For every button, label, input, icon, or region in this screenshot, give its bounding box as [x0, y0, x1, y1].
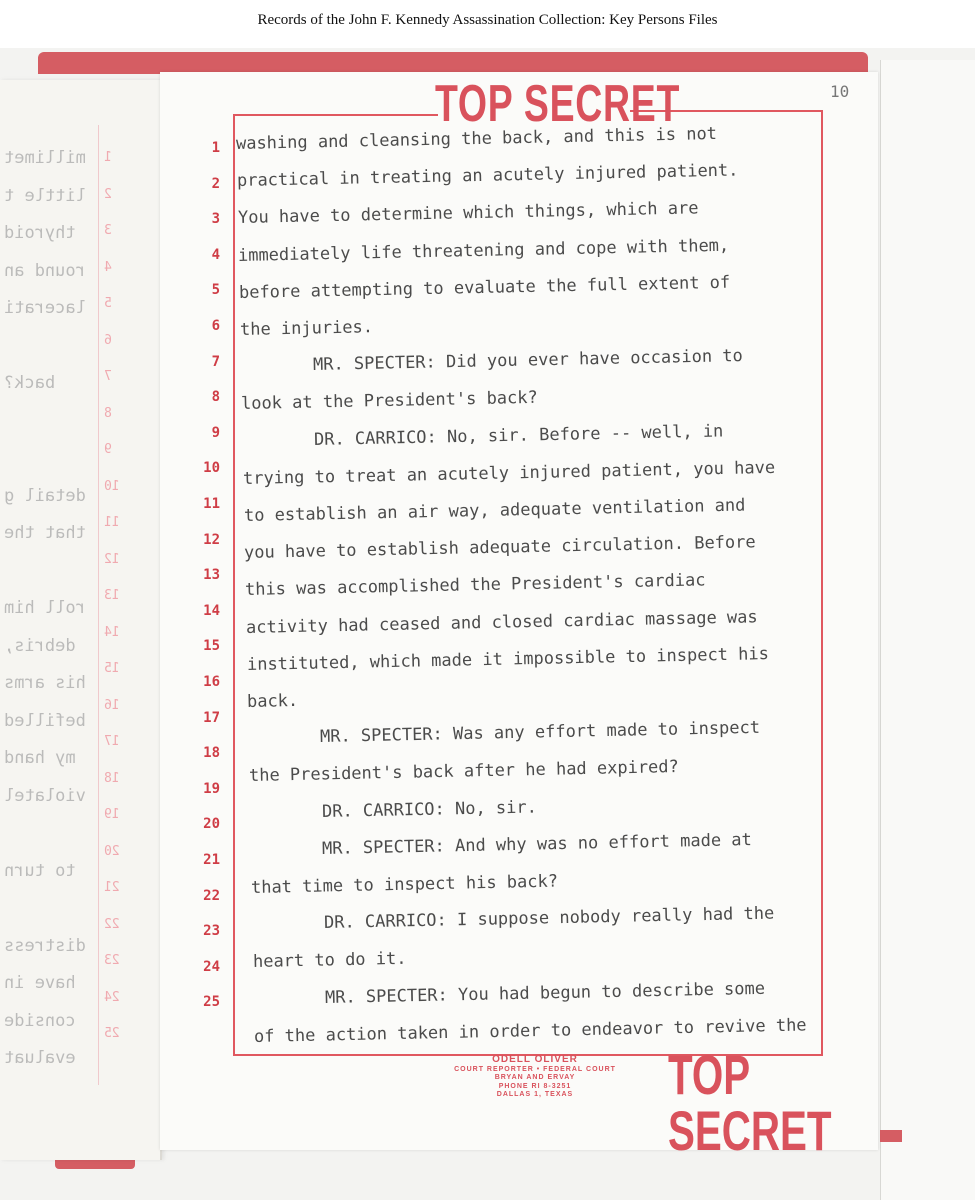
- line-number: 1: [211, 140, 220, 156]
- bleedthrough-line: debris,: [4, 635, 76, 656]
- bleedthrough-line-number: 16: [104, 697, 120, 713]
- line-number: 3: [211, 211, 220, 228]
- transcript-line: the injuries.: [239, 317, 373, 340]
- collection-title: Records of the John F. Kennedy Assassination Collection: Key Persons Files: [257, 12, 718, 28]
- transcript-line: MR. SPECTER: Was any effort made to inspect: [319, 717, 761, 748]
- page-number: 10: [830, 82, 850, 101]
- bleedthrough-line-number: 8: [104, 405, 112, 421]
- bleedthrough-line: back?: [4, 373, 56, 393]
- bleedthrough-line-number: 23: [104, 953, 120, 968]
- line-number: 19: [203, 780, 220, 797]
- bleedthrough-line-number: 21: [104, 880, 120, 895]
- line-number: 20: [203, 816, 220, 833]
- bleedthrough-line: my hand: [4, 748, 76, 768]
- page-frame-right: [821, 110, 823, 1056]
- transcript-line: instituted, which made it impossible to inspect his: [246, 643, 769, 675]
- previous-page-bleedthrough: [0, 80, 162, 1160]
- transcript-line: you have to establish adequate circulation. Before: [244, 532, 757, 564]
- transcript-line: the President's back after he had expired?: [248, 757, 679, 787]
- line-number: 8: [211, 389, 220, 406]
- bleedthrough-line-number: 14: [104, 624, 120, 640]
- bleedthrough-line-number: 10: [104, 478, 120, 494]
- bleedthrough-line-number: 25: [104, 1026, 120, 1041]
- bleedthrough-line: millimet: [4, 148, 86, 168]
- transcript-line: MR. SPECTER: You had begun to describe some: [325, 978, 766, 1008]
- bleedthrough-line-number: 20: [104, 843, 120, 859]
- collection-header: [0, 0, 975, 48]
- line-number: 6: [211, 318, 220, 334]
- line-number: 21: [203, 852, 220, 868]
- bleedthrough-line-number: 22: [104, 916, 120, 932]
- bleedthrough-line-number: 17: [104, 734, 120, 749]
- line-number: 23: [203, 923, 220, 940]
- transcript-line: trying to treat an acutely injured patient, you have: [242, 457, 776, 489]
- bleedthrough-line-number: 6: [104, 332, 112, 348]
- transcript-line: this was accomplished the President's cardiac: [244, 570, 706, 601]
- bleedthrough-line: evaluat: [4, 1048, 76, 1068]
- top-secret-stamp-bottom: TOP SECRET: [668, 1043, 832, 1162]
- bleedthrough-line-number: 9: [104, 442, 112, 457]
- bleedthrough-line: violatel: [4, 785, 86, 806]
- bleedthrough-line-number: 7: [104, 369, 112, 384]
- bleedthrough-line: conside: [4, 1010, 76, 1031]
- line-number: 22: [203, 887, 220, 904]
- top-secret-stamp: TOP SECRET: [435, 75, 681, 133]
- bleedthrough-line: thyroid: [4, 223, 76, 243]
- left-page-margin-rule: [98, 125, 99, 1085]
- backing-sheet: [880, 60, 975, 1200]
- transcript-line: that time to inspect his back?: [250, 871, 559, 898]
- line-number: 13: [203, 567, 220, 584]
- bleedthrough-line: roll him: [4, 598, 86, 618]
- red-binder-edge: [38, 52, 868, 74]
- line-number: 25: [203, 994, 220, 1011]
- transcript-line: to establish an air way, adequate ventilation and: [243, 495, 746, 526]
- line-number: 15: [203, 638, 220, 655]
- line-number: 17: [203, 709, 220, 726]
- transcript-page: [160, 72, 878, 1162]
- line-number: 9: [211, 424, 220, 441]
- line-number: 24: [203, 958, 220, 975]
- transcript-line: heart to do it.: [252, 949, 407, 973]
- line-number: 12: [203, 531, 220, 548]
- line-number: 5: [211, 282, 220, 299]
- bleedthrough-line: to turn: [4, 860, 76, 881]
- bleedthrough-line-number: 5: [104, 296, 112, 311]
- transcript-line: DR. CARRICO: I suppose nobody really had the: [323, 903, 775, 934]
- transcript-line: of the action taken in order to endeavor to revive the: [253, 1015, 807, 1047]
- line-number: 4: [211, 246, 220, 263]
- line-number: 7: [211, 353, 220, 370]
- line-number: 16: [203, 674, 220, 690]
- court-reporter-block: [430, 1054, 640, 1100]
- bleedthrough-line-number: 2: [104, 186, 112, 202]
- transcript-line: activity had ceased and closed cardiac massage was: [245, 606, 758, 638]
- bleedthrough-line: lacerati: [4, 298, 86, 318]
- transcript-line: washing and cleansing the back, and this is not: [235, 123, 718, 154]
- transcript-line: DR. CARRICO: No, sir.: [321, 797, 537, 822]
- transcript-line: immediately life threatening and cope with them,: [238, 235, 730, 266]
- bleedthrough-line: have in: [4, 973, 76, 993]
- bleedthrough-line: befilled: [4, 710, 86, 731]
- transcript-line: back.: [247, 690, 299, 712]
- transcript-line: practical in treating an acutely injured patient.: [236, 160, 739, 192]
- bleedthrough-line: that the: [4, 523, 86, 543]
- transcript-line: You have to determine which things, which are: [237, 198, 699, 229]
- line-number: 2: [211, 175, 220, 192]
- line-number: 18: [203, 745, 220, 762]
- bleedthrough-line-number: 4: [104, 259, 112, 275]
- reporter-name: ODELL OLIVER: [492, 1054, 578, 1065]
- bleedthrough-line-number: 12: [104, 551, 120, 567]
- bleedthrough-line-number: 24: [104, 989, 120, 1005]
- bleedthrough-line-number: 1: [104, 150, 112, 165]
- line-number: 10: [203, 460, 220, 477]
- bleedthrough-line-number: 15: [104, 661, 120, 676]
- reporter-city: DALLAS 1, TEXAS: [496, 1091, 574, 1099]
- reporter-phone: PHONE RI 8-3251: [498, 1082, 572, 1090]
- bleedthrough-line: his arms: [4, 673, 86, 693]
- bleedthrough-line-number: 18: [104, 770, 120, 786]
- line-number: 11: [203, 496, 220, 512]
- bleedthrough-line-number: 3: [104, 223, 112, 238]
- transcript-line: MR. SPECTER: Did you ever have occasion to: [312, 346, 743, 376]
- bleedthrough-line: round an: [4, 260, 86, 281]
- line-number: 14: [203, 602, 220, 619]
- red-binder-edge-right: [880, 1130, 902, 1142]
- bleedthrough-line: distress: [4, 935, 86, 956]
- reporter-title: COURT REPORTER • FEDERAL COURT: [454, 1066, 616, 1073]
- bleedthrough-line: little t: [4, 185, 86, 206]
- bleedthrough-line-number: 13: [104, 588, 120, 603]
- bleedthrough-line: detail g: [4, 485, 86, 506]
- page-frame-top: [233, 114, 438, 116]
- reporter-address: BRYAN AND ERVAY: [494, 1074, 576, 1082]
- bleedthrough-line-number: 19: [104, 807, 120, 822]
- transcript-line: DR. CARRICO: No, sir. Before -- well, in: [313, 421, 724, 450]
- page-frame-left: [233, 114, 235, 1056]
- bleedthrough-line-number: 11: [104, 515, 120, 530]
- transcript-line: look at the President's back?: [241, 388, 539, 415]
- transcript-line: MR. SPECTER: And why was no effort made at: [322, 829, 753, 859]
- transcript-line: before attempting to evaluate the full extent of: [238, 272, 731, 303]
